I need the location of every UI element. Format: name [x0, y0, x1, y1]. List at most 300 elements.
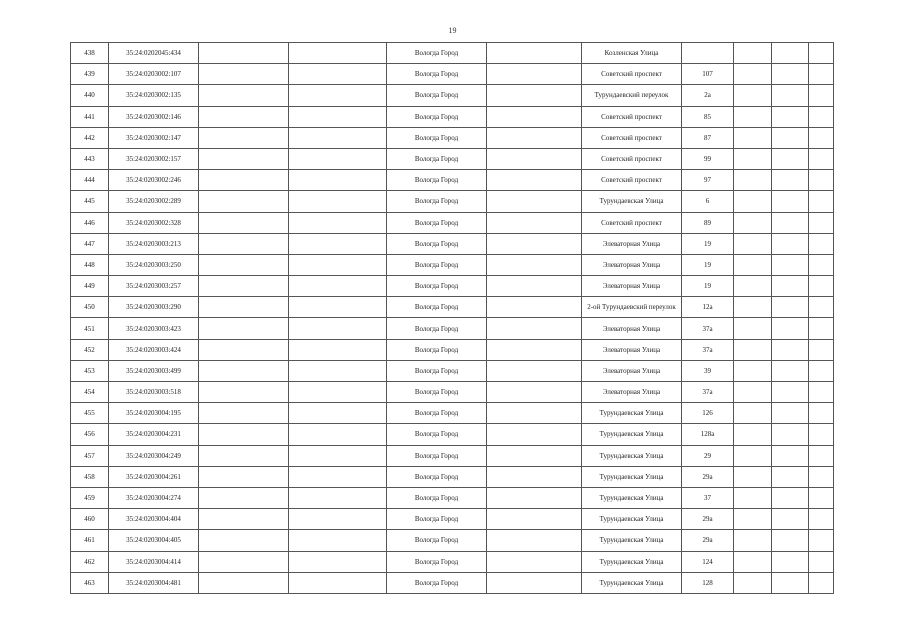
table-row — [71, 191, 834, 212]
table-row — [71, 106, 834, 127]
cadastral-number-cell: 35:24:0203002:289 — [109, 191, 199, 212]
row-number-cell: 454 — [71, 382, 109, 403]
row-number-cell: 443 — [71, 148, 109, 169]
cadastral-number-cell: 35:24:0203002:328 — [109, 212, 199, 233]
cadastral-number-cell: 35:24:0203003:213 — [109, 233, 199, 254]
empty-cell — [734, 106, 772, 127]
cadastral-number-cell: 35:24:0203004:481 — [109, 572, 199, 593]
row-number-cell: 449 — [71, 276, 109, 297]
empty-cell — [772, 276, 809, 297]
table-row — [71, 360, 834, 381]
city-cell: Вологда Город — [387, 64, 487, 85]
cadastral-number-cell: 35:24:0203002:246 — [109, 170, 199, 191]
table-row — [71, 487, 834, 508]
street-cell: Элеваторная Улица — [582, 382, 682, 403]
street-cell: Элеваторная Улица — [582, 360, 682, 381]
empty-cell — [487, 212, 582, 233]
cadastral-number-cell: 35:24:0203002:107 — [109, 64, 199, 85]
empty-cell — [199, 382, 289, 403]
cadastral-number-cell: 35:24:0203003:290 — [109, 297, 199, 318]
cadastral-number-cell: 35:24:0203004:274 — [109, 487, 199, 508]
empty-cell — [734, 43, 772, 64]
row-number-cell: 452 — [71, 339, 109, 360]
house-number-cell: 107 — [682, 64, 734, 85]
street-cell: Элеваторная Улица — [582, 254, 682, 275]
empty-cell — [199, 297, 289, 318]
empty-cell — [809, 445, 834, 466]
cadastral-number-cell: 35:24:0203003:423 — [109, 318, 199, 339]
empty-cell — [734, 360, 772, 381]
table-row — [71, 466, 834, 487]
empty-cell — [199, 191, 289, 212]
table-row — [71, 85, 834, 106]
empty-cell — [487, 530, 582, 551]
house-number-cell: 97 — [682, 170, 734, 191]
house-number-cell: 37а — [682, 339, 734, 360]
street-cell: Турундаевская Улица — [582, 424, 682, 445]
empty-cell — [487, 339, 582, 360]
table-row — [71, 403, 834, 424]
empty-cell — [289, 382, 387, 403]
empty-cell — [809, 233, 834, 254]
street-cell: Турундаевская Улица — [582, 445, 682, 466]
house-number-cell: 128а — [682, 424, 734, 445]
empty-cell — [487, 382, 582, 403]
empty-cell — [199, 106, 289, 127]
empty-cell — [809, 466, 834, 487]
row-number-cell: 445 — [71, 191, 109, 212]
city-cell: Вологда Город — [387, 487, 487, 508]
street-cell: Турундаевская Улица — [582, 403, 682, 424]
empty-cell — [289, 297, 387, 318]
row-number-cell: 439 — [71, 64, 109, 85]
empty-cell — [487, 170, 582, 191]
empty-cell — [487, 297, 582, 318]
house-number-cell: 29 — [682, 445, 734, 466]
empty-cell — [772, 382, 809, 403]
street-cell: Элеваторная Улица — [582, 339, 682, 360]
empty-cell — [199, 127, 289, 148]
street-cell: Советский проспект — [582, 127, 682, 148]
empty-cell — [199, 572, 289, 593]
city-cell: Вологда Город — [387, 233, 487, 254]
city-cell: Вологда Город — [387, 276, 487, 297]
house-number-cell: 6 — [682, 191, 734, 212]
row-number-cell: 460 — [71, 509, 109, 530]
house-number-cell: 19 — [682, 276, 734, 297]
street-cell: Турундаевская Улица — [582, 509, 682, 530]
row-number-cell: 457 — [71, 445, 109, 466]
table-row — [71, 509, 834, 530]
empty-cell — [487, 191, 582, 212]
empty-cell — [199, 148, 289, 169]
empty-cell — [809, 276, 834, 297]
empty-cell — [289, 466, 387, 487]
cadastral-number-cell: 35:24:0203002:147 — [109, 127, 199, 148]
empty-cell — [734, 572, 772, 593]
empty-cell — [734, 339, 772, 360]
table-row — [71, 339, 834, 360]
empty-cell — [734, 276, 772, 297]
empty-cell — [809, 191, 834, 212]
empty-cell — [199, 170, 289, 191]
empty-cell — [772, 360, 809, 381]
city-cell: Вологда Город — [387, 360, 487, 381]
city-cell: Вологда Город — [387, 254, 487, 275]
empty-cell — [199, 509, 289, 530]
table-row — [71, 254, 834, 275]
empty-cell — [734, 487, 772, 508]
empty-cell — [772, 148, 809, 169]
empty-cell — [809, 403, 834, 424]
empty-cell — [734, 191, 772, 212]
empty-cell — [809, 297, 834, 318]
empty-cell — [809, 487, 834, 508]
empty-cell — [199, 445, 289, 466]
table-row — [71, 64, 834, 85]
empty-cell — [199, 466, 289, 487]
house-number-cell: 89 — [682, 212, 734, 233]
empty-cell — [289, 318, 387, 339]
empty-cell — [487, 254, 582, 275]
cadastral-number-cell: 35:24:0203002:157 — [109, 148, 199, 169]
empty-cell — [199, 276, 289, 297]
house-number-cell: 29а — [682, 509, 734, 530]
table-row — [71, 318, 834, 339]
empty-cell — [809, 43, 834, 64]
table-row — [71, 530, 834, 551]
row-number-cell: 462 — [71, 551, 109, 572]
street-cell: Советский проспект — [582, 212, 682, 233]
empty-cell — [199, 43, 289, 64]
street-cell: Турундаевская Улица — [582, 191, 682, 212]
cadastral-number-cell: 35:24:0203004:249 — [109, 445, 199, 466]
empty-cell — [734, 530, 772, 551]
empty-cell — [734, 64, 772, 85]
street-cell: 2-ой Турундаевский переулок — [582, 297, 682, 318]
empty-cell — [487, 572, 582, 593]
city-cell: Вологда Город — [387, 106, 487, 127]
row-number-cell: 453 — [71, 360, 109, 381]
empty-cell — [809, 170, 834, 191]
street-cell: Турундаевский переулок — [582, 85, 682, 106]
empty-cell — [487, 148, 582, 169]
row-number-cell: 451 — [71, 318, 109, 339]
empty-cell — [289, 572, 387, 593]
city-cell: Вологда Город — [387, 148, 487, 169]
empty-cell — [199, 551, 289, 572]
empty-cell — [289, 64, 387, 85]
city-cell: Вологда Город — [387, 466, 487, 487]
row-number-cell: 456 — [71, 424, 109, 445]
street-cell: Советский проспект — [582, 148, 682, 169]
empty-cell — [772, 403, 809, 424]
house-number-cell: 99 — [682, 148, 734, 169]
empty-cell — [809, 530, 834, 551]
empty-cell — [487, 233, 582, 254]
city-cell: Вологда Город — [387, 318, 487, 339]
empty-cell — [487, 424, 582, 445]
table-row — [71, 445, 834, 466]
table-row — [71, 233, 834, 254]
city-cell: Вологда Город — [387, 424, 487, 445]
city-cell: Вологда Город — [387, 445, 487, 466]
empty-cell — [734, 212, 772, 233]
empty-cell — [772, 191, 809, 212]
empty-cell — [289, 487, 387, 508]
empty-cell — [289, 148, 387, 169]
registry-table — [70, 42, 834, 594]
table-row — [71, 148, 834, 169]
empty-cell — [809, 509, 834, 530]
cadastral-number-cell: 35:24:0202045:434 — [109, 43, 199, 64]
empty-cell — [734, 85, 772, 106]
empty-cell — [199, 254, 289, 275]
empty-cell — [289, 170, 387, 191]
cadastral-number-cell: 35:24:0203004:404 — [109, 509, 199, 530]
empty-cell — [487, 551, 582, 572]
empty-cell — [772, 64, 809, 85]
cadastral-number-cell: 35:24:0203004:195 — [109, 403, 199, 424]
city-cell: Вологда Город — [387, 551, 487, 572]
empty-cell — [772, 43, 809, 64]
empty-cell — [809, 254, 834, 275]
empty-cell — [199, 233, 289, 254]
empty-cell — [772, 297, 809, 318]
city-cell: Вологда Город — [387, 127, 487, 148]
city-cell: Вологда Город — [387, 191, 487, 212]
cadastral-number-cell: 35:24:0203004:414 — [109, 551, 199, 572]
empty-cell — [772, 339, 809, 360]
empty-cell — [734, 403, 772, 424]
row-number-cell: 458 — [71, 466, 109, 487]
empty-cell — [199, 85, 289, 106]
empty-cell — [772, 424, 809, 445]
house-number-cell: 29а — [682, 530, 734, 551]
empty-cell — [734, 254, 772, 275]
empty-cell — [809, 424, 834, 445]
street-cell: Турундаевская Улица — [582, 551, 682, 572]
row-number-cell: 441 — [71, 106, 109, 127]
empty-cell — [809, 318, 834, 339]
empty-cell — [289, 85, 387, 106]
empty-cell — [734, 424, 772, 445]
empty-cell — [199, 318, 289, 339]
empty-cell — [289, 212, 387, 233]
house-number-cell — [682, 43, 734, 64]
city-cell: Вологда Город — [387, 509, 487, 530]
empty-cell — [772, 509, 809, 530]
row-number-cell: 447 — [71, 233, 109, 254]
table-row — [71, 276, 834, 297]
empty-cell — [734, 382, 772, 403]
empty-cell — [487, 509, 582, 530]
empty-cell — [199, 212, 289, 233]
house-number-cell: 39 — [682, 360, 734, 381]
row-number-cell: 446 — [71, 212, 109, 233]
row-number-cell: 444 — [71, 170, 109, 191]
empty-cell — [199, 424, 289, 445]
empty-cell — [487, 318, 582, 339]
empty-cell — [772, 572, 809, 593]
empty-cell — [487, 43, 582, 64]
street-cell: Элеваторная Улица — [582, 276, 682, 297]
empty-cell — [809, 572, 834, 593]
row-number-cell: 450 — [71, 297, 109, 318]
empty-cell — [734, 551, 772, 572]
empty-cell — [772, 487, 809, 508]
empty-cell — [734, 127, 772, 148]
cadastral-number-cell: 35:24:0203004:231 — [109, 424, 199, 445]
row-number-cell: 461 — [71, 530, 109, 551]
house-number-cell: 19 — [682, 254, 734, 275]
empty-cell — [772, 551, 809, 572]
house-number-cell: 12а — [682, 297, 734, 318]
empty-cell — [772, 85, 809, 106]
empty-cell — [487, 403, 582, 424]
empty-cell — [199, 403, 289, 424]
empty-cell — [199, 530, 289, 551]
row-number-cell: 448 — [71, 254, 109, 275]
cadastral-number-cell: 35:24:0203004:261 — [109, 466, 199, 487]
empty-cell — [289, 191, 387, 212]
house-number-cell: 87 — [682, 127, 734, 148]
house-number-cell: 85 — [682, 106, 734, 127]
house-number-cell: 29а — [682, 466, 734, 487]
empty-cell — [734, 509, 772, 530]
page-number: 19 — [448, 26, 457, 35]
city-cell: Вологда Город — [387, 85, 487, 106]
empty-cell — [809, 64, 834, 85]
street-cell: Турундаевская Улица — [582, 487, 682, 508]
street-cell: Советский проспект — [582, 170, 682, 191]
empty-cell — [772, 170, 809, 191]
row-number-cell: 442 — [71, 127, 109, 148]
empty-cell — [289, 509, 387, 530]
empty-cell — [772, 466, 809, 487]
empty-cell — [772, 445, 809, 466]
empty-cell — [487, 127, 582, 148]
empty-cell — [289, 43, 387, 64]
table-row — [71, 170, 834, 191]
empty-cell — [734, 148, 772, 169]
house-number-cell: 19 — [682, 233, 734, 254]
empty-cell — [734, 466, 772, 487]
table-row — [71, 424, 834, 445]
empty-cell — [487, 276, 582, 297]
street-cell: Элеваторная Улица — [582, 233, 682, 254]
empty-cell — [809, 85, 834, 106]
empty-cell — [772, 212, 809, 233]
empty-cell — [772, 106, 809, 127]
empty-cell — [289, 530, 387, 551]
house-number-cell: 2а — [682, 85, 734, 106]
empty-cell — [199, 339, 289, 360]
empty-cell — [487, 466, 582, 487]
house-number-cell: 37а — [682, 318, 734, 339]
empty-cell — [772, 530, 809, 551]
city-cell: Вологда Город — [387, 382, 487, 403]
empty-cell — [487, 64, 582, 85]
empty-cell — [487, 445, 582, 466]
empty-cell — [809, 106, 834, 127]
cadastral-number-cell: 35:24:0203002:146 — [109, 106, 199, 127]
table-row — [71, 127, 834, 148]
row-number-cell: 438 — [71, 43, 109, 64]
empty-cell — [289, 339, 387, 360]
city-cell: Вологда Город — [387, 530, 487, 551]
cadastral-number-cell: 35:24:0203003:499 — [109, 360, 199, 381]
empty-cell — [289, 360, 387, 381]
city-cell: Вологда Город — [387, 212, 487, 233]
empty-cell — [809, 212, 834, 233]
cadastral-number-cell: 35:24:0203002:135 — [109, 85, 199, 106]
street-cell: Козленская Улица — [582, 43, 682, 64]
street-cell: Турундаевская Улица — [582, 466, 682, 487]
empty-cell — [734, 170, 772, 191]
empty-cell — [487, 487, 582, 508]
empty-cell — [289, 106, 387, 127]
empty-cell — [289, 233, 387, 254]
city-cell: Вологда Город — [387, 403, 487, 424]
row-number-cell: 455 — [71, 403, 109, 424]
empty-cell — [772, 254, 809, 275]
empty-cell — [809, 127, 834, 148]
empty-cell — [734, 297, 772, 318]
house-number-cell: 37 — [682, 487, 734, 508]
empty-cell — [487, 106, 582, 127]
empty-cell — [487, 360, 582, 381]
empty-cell — [809, 551, 834, 572]
house-number-cell: 126 — [682, 403, 734, 424]
cadastral-number-cell: 35:24:0203003:250 — [109, 254, 199, 275]
empty-cell — [772, 127, 809, 148]
empty-cell — [772, 233, 809, 254]
table-row — [71, 382, 834, 403]
city-cell: Вологда Город — [387, 43, 487, 64]
empty-cell — [199, 64, 289, 85]
table-row — [71, 43, 834, 64]
house-number-cell: 37а — [682, 382, 734, 403]
table-row — [71, 212, 834, 233]
empty-cell — [809, 339, 834, 360]
city-cell: Вологда Город — [387, 170, 487, 191]
cadastral-number-cell: 35:24:0203003:424 — [109, 339, 199, 360]
empty-cell — [289, 424, 387, 445]
empty-cell — [289, 445, 387, 466]
cadastral-number-cell: 35:24:0203003:518 — [109, 382, 199, 403]
row-number-cell: 440 — [71, 85, 109, 106]
empty-cell — [199, 487, 289, 508]
empty-cell — [734, 445, 772, 466]
empty-cell — [734, 318, 772, 339]
city-cell: Вологда Город — [387, 339, 487, 360]
cadastral-number-cell: 35:24:0203004:405 — [109, 530, 199, 551]
empty-cell — [734, 233, 772, 254]
empty-cell — [809, 360, 834, 381]
empty-cell — [809, 382, 834, 403]
empty-cell — [289, 551, 387, 572]
street-cell: Элеваторная Улица — [582, 318, 682, 339]
table-row — [71, 297, 834, 318]
table-row — [71, 572, 834, 593]
row-number-cell: 463 — [71, 572, 109, 593]
street-cell: Советский проспект — [582, 106, 682, 127]
empty-cell — [289, 254, 387, 275]
street-cell: Советский проспект — [582, 64, 682, 85]
empty-cell — [487, 85, 582, 106]
empty-cell — [772, 318, 809, 339]
